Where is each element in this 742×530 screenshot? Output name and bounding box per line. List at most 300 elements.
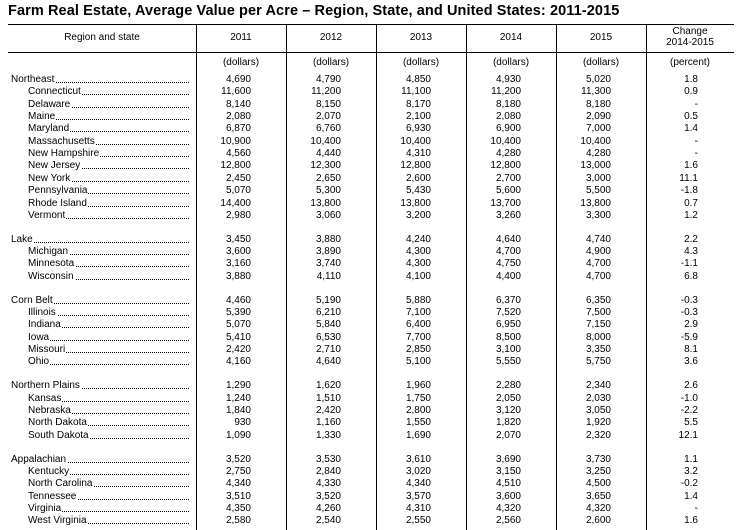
- state-row: [8, 405, 734, 417]
- value-cell: 3,160: [225, 258, 251, 270]
- value-cell: 8,180: [495, 98, 521, 110]
- state-name: [28, 185, 189, 197]
- state-name: [28, 173, 189, 185]
- value-cell: 10,900: [220, 135, 251, 147]
- change-cell: -5.9: [680, 331, 698, 343]
- row-label: South Dakota: [28, 429, 89, 441]
- value-cell: 4,700: [495, 246, 521, 257]
- value-cell: 6,210: [315, 306, 341, 318]
- value-cell: 13,700: [490, 197, 521, 209]
- header-2012: 2012: [319, 32, 343, 43]
- state-row: [8, 466, 734, 478]
- value-cell: 4,850: [405, 74, 431, 85]
- value-cell: 3,000: [585, 172, 611, 184]
- value-cell: 3,050: [585, 404, 611, 416]
- value-cell: 6,530: [315, 331, 341, 343]
- value-cell: 8,170: [405, 98, 431, 110]
- state-row: [8, 198, 734, 210]
- value-cell: 1,290: [225, 380, 251, 392]
- state-name: [28, 430, 189, 442]
- value-cell: 1,620: [315, 380, 341, 392]
- value-cell: 4,460: [225, 294, 251, 306]
- value-cell: 3,690: [495, 453, 521, 465]
- value-cell: 2,540: [315, 515, 341, 527]
- change-cell: 6.8: [684, 270, 698, 282]
- value-cell: 4,700: [585, 258, 611, 270]
- row-label: Rhode Island: [28, 197, 87, 209]
- value-cell: 5,070: [225, 319, 251, 331]
- value-cell: 6,950: [495, 319, 521, 331]
- change-cell: 1.1: [684, 453, 698, 465]
- value-cell: 2,850: [405, 344, 431, 355]
- value-cell: 4,740: [585, 233, 611, 245]
- value-cell: 5,840: [315, 319, 341, 331]
- value-cell: 2,560: [495, 515, 521, 527]
- value-cell: 4,340: [405, 478, 431, 490]
- unit-dollars: (dollars): [402, 57, 440, 68]
- value-cell: 1,090: [225, 429, 251, 441]
- value-cell: 2,750: [225, 465, 251, 477]
- value-cell: 2,450: [225, 172, 251, 184]
- region-row: [8, 380, 734, 392]
- value-cell: 3,510: [225, 490, 251, 502]
- value-cell: 4,400: [495, 270, 521, 282]
- state-row: [8, 344, 734, 356]
- value-cell: 4,640: [315, 356, 341, 368]
- region-row: [8, 74, 734, 86]
- table-title: Farm Real Estate, Average Value per Acre – Region, State, and United States: 2011-2015: [8, 3, 620, 19]
- change-cell: 0.7: [684, 197, 698, 209]
- value-cell: 1,820: [495, 417, 521, 429]
- unit-dollars: (dollars): [222, 57, 260, 68]
- dot-leader: [11, 242, 189, 243]
- header-bottom-rule: [8, 52, 734, 53]
- state-row: [8, 319, 734, 331]
- value-cell: 3,260: [495, 209, 521, 221]
- value-cell: 2,320: [585, 429, 611, 441]
- state-row: [8, 258, 734, 270]
- value-cell: 2,340: [585, 380, 611, 392]
- value-cell: 12,300: [310, 160, 341, 172]
- value-cell: 3,530: [315, 453, 341, 465]
- region-row: [8, 234, 734, 246]
- value-cell: 2,090: [585, 111, 611, 122]
- row-label: Delaware: [28, 98, 71, 110]
- change-cell: 0.5: [684, 111, 698, 122]
- row-label: Ohio: [28, 356, 50, 368]
- state-name: [28, 99, 189, 111]
- value-cell: 8,140: [225, 98, 251, 110]
- row-label: Maine: [28, 111, 56, 122]
- value-cell: 5,500: [585, 185, 611, 197]
- row-label: Maryland: [28, 123, 70, 135]
- value-cell: 11,200: [491, 86, 521, 98]
- value-cell: 6,370: [495, 294, 521, 306]
- value-cell: 2,550: [405, 515, 431, 527]
- value-cell: 6,400: [405, 319, 431, 331]
- value-cell: 4,750: [495, 258, 521, 270]
- change-cell: -: [694, 135, 698, 147]
- state-name: [28, 332, 189, 344]
- value-cell: 5,020: [585, 74, 611, 85]
- state-name: [28, 148, 189, 160]
- value-cell: 3,150: [495, 465, 521, 477]
- value-cell: 3,890: [315, 246, 341, 257]
- value-cell: 3,100: [495, 344, 521, 355]
- value-cell: 5,190: [315, 294, 341, 306]
- value-cell: 3,350: [585, 344, 611, 355]
- change-cell: 1.2: [684, 209, 698, 221]
- unit-dollars: (dollars): [582, 57, 620, 68]
- change-cell: 11.1: [679, 172, 698, 184]
- row-label: Iowa: [28, 331, 50, 343]
- value-cell: 1,960: [405, 380, 431, 392]
- region-name: [11, 74, 189, 86]
- state-name: [28, 111, 189, 123]
- row-label: Nebraska: [28, 404, 71, 416]
- value-cell: 1,240: [225, 392, 251, 404]
- value-cell: 3,300: [585, 209, 611, 221]
- state-row: [8, 503, 734, 515]
- change-cell: -2.2: [680, 404, 698, 416]
- state-row: [8, 478, 734, 490]
- state-row: [8, 246, 734, 258]
- region-name: [11, 454, 189, 466]
- value-cell: 4,320: [585, 502, 611, 514]
- value-cell: 3,880: [315, 233, 341, 245]
- state-name: [28, 515, 189, 527]
- value-cell: 4,560: [225, 148, 251, 160]
- state-name: [28, 246, 189, 258]
- value-cell: 4,100: [405, 270, 431, 282]
- value-cell: 7,500: [585, 306, 611, 318]
- value-cell: 4,640: [495, 233, 521, 245]
- value-cell: 2,070: [495, 429, 521, 441]
- value-cell: 5,070: [225, 185, 251, 197]
- value-cell: 12,800: [220, 160, 251, 172]
- state-row: [8, 185, 734, 197]
- value-cell: 5,100: [405, 356, 431, 368]
- unit-dollars: (dollars): [492, 57, 530, 68]
- header-change: [646, 26, 734, 48]
- value-cell: 4,700: [585, 270, 611, 282]
- state-row: [8, 271, 734, 283]
- value-cell: 3,450: [225, 233, 251, 245]
- value-cell: 1,690: [405, 429, 431, 441]
- change-cell: 2.9: [684, 319, 698, 331]
- row-label: Appalachian: [11, 453, 67, 465]
- region-name: [11, 380, 189, 392]
- value-cell: 7,000: [585, 123, 611, 135]
- state-row: [8, 148, 734, 160]
- change-cell: 1.4: [684, 490, 698, 502]
- change-cell: -: [694, 502, 698, 514]
- change-cell: -: [694, 148, 698, 160]
- change-cell: 3.2: [684, 465, 698, 477]
- row-label: Pennsylvania: [28, 185, 88, 197]
- value-cell: 11,300: [581, 86, 611, 98]
- dot-leader: [28, 364, 189, 365]
- value-cell: 11,600: [221, 86, 251, 98]
- value-cell: 4,280: [585, 148, 611, 160]
- row-label: Tennessee: [28, 490, 77, 502]
- change-cell: -1.0: [680, 392, 698, 404]
- change-cell: -0.2: [680, 478, 698, 490]
- value-cell: 13,800: [310, 197, 341, 209]
- value-cell: 4,690: [225, 74, 251, 85]
- value-cell: 4,260: [315, 502, 341, 514]
- value-cell: 1,510: [315, 392, 341, 404]
- region-row: [8, 295, 734, 307]
- row-label: Virginia: [28, 502, 62, 514]
- value-cell: 930: [234, 417, 251, 429]
- header-region: Region and state: [64, 32, 140, 43]
- value-cell: 2,420: [225, 344, 251, 355]
- value-cell: 1,750: [405, 392, 431, 404]
- row-label: New Hampshire: [28, 148, 100, 160]
- row-label: Massachusetts: [28, 135, 95, 147]
- value-cell: 8,000: [585, 331, 611, 343]
- value-cell: 6,930: [405, 123, 431, 135]
- value-cell: 2,030: [585, 392, 611, 404]
- region-name: [11, 295, 189, 307]
- value-cell: 2,100: [405, 111, 431, 122]
- dot-leader: [28, 340, 189, 341]
- change-cell: 1.4: [684, 123, 698, 135]
- row-label: Vermont: [28, 209, 66, 221]
- value-cell: 3,730: [585, 453, 611, 465]
- value-cell: 4,280: [495, 148, 521, 160]
- value-cell: 2,700: [495, 172, 521, 184]
- value-cell: 4,110: [316, 270, 341, 282]
- header-2013: 2013: [409, 32, 433, 43]
- state-name: [28, 417, 189, 429]
- state-name: [28, 356, 189, 368]
- value-cell: 2,050: [495, 392, 521, 404]
- value-cell: 4,790: [315, 74, 341, 85]
- state-row: [8, 515, 734, 527]
- value-cell: 2,710: [315, 344, 341, 355]
- value-cell: 12,800: [400, 160, 431, 172]
- header-2015: 2015: [589, 32, 613, 43]
- value-cell: 8,180: [585, 98, 611, 110]
- value-cell: 4,510: [495, 478, 521, 490]
- value-cell: 4,310: [405, 502, 431, 514]
- value-cell: 4,300: [405, 258, 431, 270]
- change-cell: 4.3: [684, 246, 698, 257]
- value-cell: 3,570: [405, 490, 431, 502]
- value-cell: 3,250: [585, 465, 611, 477]
- value-cell: 7,520: [495, 306, 521, 318]
- value-cell: 5,550: [495, 356, 521, 368]
- value-cell: 5,600: [495, 185, 521, 197]
- value-cell: 14,400: [220, 197, 251, 209]
- value-cell: 2,420: [315, 404, 341, 416]
- header-2014: 2014: [499, 32, 523, 43]
- state-name: [28, 160, 189, 172]
- value-cell: 1,840: [225, 404, 251, 416]
- value-cell: 6,870: [225, 123, 251, 135]
- value-cell: 12,800: [490, 160, 521, 172]
- value-cell: 2,800: [405, 404, 431, 416]
- value-cell: 10,400: [310, 135, 341, 147]
- value-cell: 4,930: [495, 74, 521, 85]
- value-cell: 13,000: [580, 160, 611, 172]
- change-cell: 2.2: [684, 233, 698, 245]
- state-name: [28, 503, 189, 515]
- value-cell: 3,880: [225, 270, 251, 282]
- row-label: Illinois: [28, 306, 56, 318]
- value-cell: 1,920: [585, 417, 611, 429]
- unit-dollars: (dollars): [312, 57, 350, 68]
- header-change-line1: Change: [672, 26, 708, 37]
- state-row: [8, 136, 734, 148]
- value-cell: 8,150: [315, 98, 341, 110]
- value-cell: 2,980: [225, 209, 251, 221]
- state-name: [28, 466, 189, 478]
- state-name: [28, 307, 189, 319]
- change-cell: 1.8: [684, 74, 698, 85]
- value-cell: 5,410: [225, 331, 251, 343]
- row-label: Missouri: [28, 344, 66, 355]
- value-cell: 2,600: [405, 172, 431, 184]
- value-cell: 2,840: [315, 465, 341, 477]
- value-cell: 2,580: [225, 515, 251, 527]
- row-label: Minnesota: [28, 258, 75, 270]
- unit-percent: (percent): [669, 57, 710, 68]
- value-cell: 3,120: [495, 404, 521, 416]
- change-cell: -1.1: [680, 258, 698, 270]
- value-cell: 10,400: [400, 135, 431, 147]
- row-label: West Virginia: [28, 515, 87, 527]
- change-cell: 8.1: [684, 344, 698, 355]
- value-cell: 4,300: [405, 246, 431, 257]
- state-name: [28, 478, 189, 490]
- state-row: [8, 430, 734, 442]
- row-label: Northern Plains: [11, 380, 80, 392]
- change-cell: 3.6: [684, 356, 698, 368]
- value-cell: 5,750: [585, 356, 611, 368]
- state-row: [8, 491, 734, 503]
- state-row: [8, 332, 734, 344]
- value-cell: 2,070: [315, 111, 341, 122]
- row-label: Lake: [11, 233, 33, 245]
- value-cell: 3,600: [495, 490, 521, 502]
- change-cell: 1.6: [684, 515, 698, 527]
- value-cell: 7,700: [405, 331, 431, 343]
- header-change-line2: 2014-2015: [666, 37, 714, 48]
- value-cell: 4,240: [405, 233, 431, 245]
- change-cell: -0.3: [680, 306, 698, 318]
- change-cell: -0.3: [680, 294, 698, 306]
- region-row: [8, 454, 734, 466]
- state-row: [8, 356, 734, 368]
- value-cell: 4,500: [585, 478, 611, 490]
- change-cell: -: [694, 98, 698, 110]
- value-cell: 4,900: [585, 246, 611, 257]
- value-cell: 3,600: [225, 246, 251, 257]
- table-top-rule: [8, 24, 734, 25]
- value-cell: 1,550: [405, 417, 431, 429]
- state-row: [8, 417, 734, 429]
- row-label: New York: [28, 172, 71, 184]
- value-cell: 3,610: [405, 453, 431, 465]
- value-cell: 6,760: [315, 123, 341, 135]
- change-cell: 0.9: [684, 86, 698, 98]
- value-cell: 13,800: [400, 197, 431, 209]
- value-cell: 2,080: [225, 111, 251, 122]
- value-cell: 5,880: [405, 294, 431, 306]
- state-row: [8, 99, 734, 111]
- value-cell: 3,650: [585, 490, 611, 502]
- state-name: [28, 136, 189, 148]
- value-cell: 6,900: [495, 123, 521, 135]
- value-cell: 2,080: [495, 111, 521, 122]
- row-label: Michigan: [28, 246, 69, 257]
- state-row: [8, 86, 734, 98]
- value-cell: 3,520: [225, 453, 251, 465]
- change-cell: 12.1: [678, 429, 698, 441]
- value-cell: 2,280: [495, 380, 521, 392]
- state-row: [8, 160, 734, 172]
- value-cell: 4,340: [225, 478, 251, 490]
- value-cell: 3,200: [405, 209, 431, 221]
- state-name: [28, 319, 189, 331]
- row-label: Indiana: [28, 319, 61, 331]
- value-cell: 3,520: [315, 490, 341, 502]
- value-cell: 4,350: [225, 502, 251, 514]
- state-name: [28, 86, 189, 98]
- row-label: North Carolina: [28, 478, 93, 490]
- region-name: [11, 234, 189, 246]
- value-cell: 4,330: [315, 478, 341, 490]
- row-label: New Jersey: [28, 160, 81, 172]
- row-label: Wisconsin: [28, 270, 74, 282]
- row-label: Kentucky: [28, 465, 70, 477]
- state-name: [28, 344, 189, 356]
- value-cell: 1,330: [315, 429, 341, 441]
- state-row: [8, 393, 734, 405]
- value-cell: 5,300: [315, 185, 341, 197]
- value-cell: 11,200: [311, 86, 341, 98]
- value-cell: 3,740: [315, 258, 341, 270]
- change-cell: 5.5: [684, 417, 698, 429]
- change-cell: 2.6: [684, 380, 698, 392]
- state-name: [28, 405, 189, 417]
- value-cell: 4,310: [405, 148, 431, 160]
- state-name: [28, 210, 189, 222]
- state-row: [8, 111, 734, 123]
- state-name: [28, 393, 189, 405]
- state-name: [28, 491, 189, 503]
- value-cell: 10,400: [490, 135, 521, 147]
- value-cell: 2,650: [315, 172, 341, 184]
- value-cell: 6,350: [585, 294, 611, 306]
- state-row: [8, 173, 734, 185]
- state-name: [28, 271, 189, 283]
- state-row: [8, 123, 734, 135]
- value-cell: 13,800: [580, 197, 611, 209]
- value-cell: 4,440: [315, 148, 341, 160]
- value-cell: 8,500: [495, 331, 521, 343]
- state-name: [28, 198, 189, 210]
- value-cell: 4,160: [225, 356, 251, 368]
- state-name: [28, 258, 189, 270]
- change-cell: -1.8: [680, 185, 698, 197]
- state-row: [8, 307, 734, 319]
- value-cell: 7,150: [585, 319, 611, 331]
- row-label: Corn Belt: [11, 294, 53, 306]
